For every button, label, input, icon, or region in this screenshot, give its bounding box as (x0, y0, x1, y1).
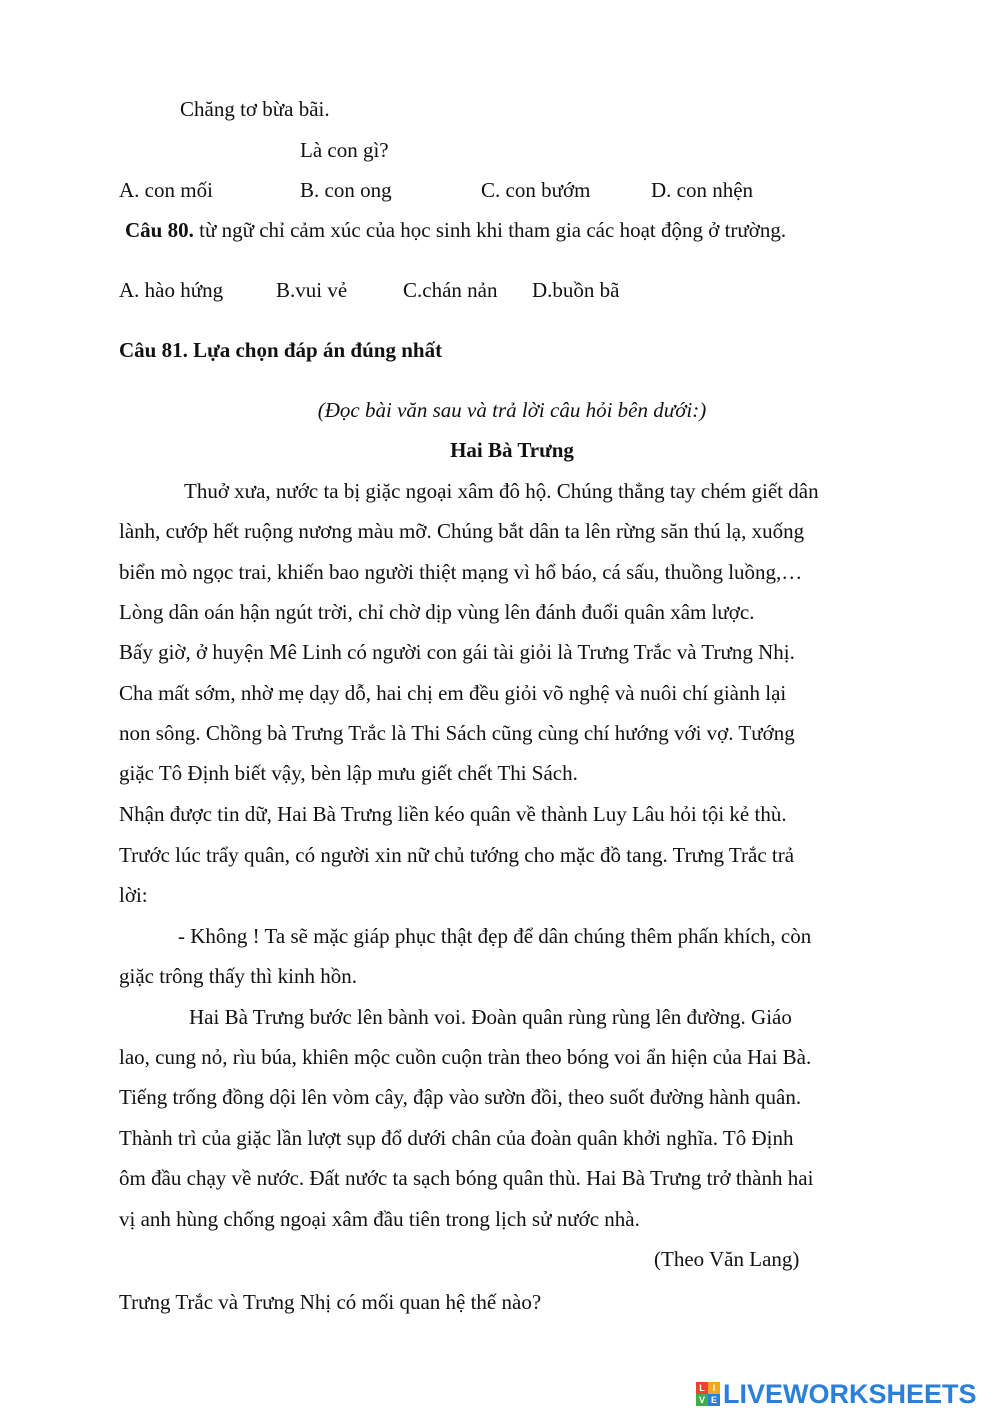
question-81-prompt: Trưng Trắc và Trưng Nhị có mối quan hệ thế nào? (119, 1290, 542, 1314)
passage-line: - Không ! Ta sẽ mặc giáp phục thật đẹp để dân chúng thêm phấn khích, còn (178, 924, 812, 948)
liveworksheets-logo-text: LIVEWORKSHEETS (723, 1378, 977, 1409)
passage-line: Tiếng trống đồng dội lên vòm cây, đập vào sườn đồi, theo suốt đường hành quân. (119, 1085, 802, 1109)
passage-line: ôm đầu chạy về nước. Đất nước ta sạch bóng quân thù. Hai Bà Trưng trở thành hai (119, 1166, 814, 1190)
liveworksheets-logo-icon (696, 1382, 720, 1406)
passage-line: vị anh hùng chống ngoại xâm đầu tiên trong lịch sử nước nhà. (119, 1207, 640, 1231)
riddle-line-2: Là con gì? (300, 138, 389, 162)
question-80-text: từ ngữ chỉ cảm xúc của học sinh khi tham gia các hoạt động ở trường. (193, 218, 787, 242)
riddle-option-a: A. con mối (119, 178, 213, 202)
riddle-line-1: Chăng tơ bừa bãi. (180, 97, 330, 121)
logo-letter: V (696, 1394, 708, 1406)
passage-line: Thuở xưa, nước ta bị giặc ngoại xâm đô hộ. Chúng thẳng tay chém giết dân (184, 479, 819, 503)
reading-instruction: (Đọc bài văn sau và trả lời câu hỏi bên dưới:) (317, 398, 707, 422)
passage-line: lời: (119, 883, 148, 907)
passage-line: lao, cung nỏ, rìu búa, khiên mộc cuồn cuộn tràn theo bóng voi ẩn hiện của Hai Bà. (119, 1045, 812, 1069)
logo-letter: E (708, 1394, 720, 1406)
q80-option-c: C.chán nản (403, 278, 498, 302)
riddle-option-b: B. con ong (300, 178, 392, 202)
passage-line: Trước lúc trẩy quân, có người xin nữ chủ tướng cho mặc đồ tang. Trưng Trắc trả (119, 843, 795, 867)
passage-line: biển mò ngọc trai, khiến bao người thiệt mạng vì hổ báo, cá sấu, thuồng luồng,… (119, 560, 803, 584)
passage-line: lành, cướp hết ruộng nương màu mỡ. Chúng bắt dân ta lên rừng săn thú lạ, xuống (119, 519, 805, 543)
riddle-option-d: D. con nhện (651, 178, 754, 202)
q80-option-b: B.vui vẻ (276, 278, 348, 302)
passage-title: Hai Bà Trưng (450, 438, 574, 462)
passage-line: giặc Tô Định biết vậy, bèn lập mưu giết chết Thi Sách. (119, 761, 578, 785)
passage-line: Lòng dân oán hận ngút trời, chỉ chờ dịp vùng lên đánh đuổi quân xâm lược. (119, 600, 755, 624)
passage-line: giặc trông thấy thì kinh hồn. (119, 964, 357, 988)
logo-letter: I (708, 1382, 720, 1394)
liveworksheets-logo (696, 1379, 977, 1409)
question-80-label: Câu 80. (125, 218, 194, 242)
passage-line: Hai Bà Trưng bước lên bành voi. Đoàn quân rùng rùng lên đường. Giáo (189, 1005, 792, 1029)
riddle-option-c: C. con bướm (481, 178, 591, 202)
q80-option-d: D.buồn bã (532, 278, 620, 302)
passage-line: non sông. Chồng bà Trưng Trắc là Thi Sách cũng cùng chí hướng với vợ. Tướng (119, 721, 795, 745)
logo-letter: L (696, 1382, 708, 1394)
q80-option-a: A. hào hứng (119, 278, 224, 302)
passage-line: Thành trì của giặc lần lượt sụp đổ dưới chân của đoàn quân khởi nghĩa. Tô Định (119, 1126, 794, 1150)
passage-line: Bấy giờ, ở huyện Mê Linh có người con gái tài giỏi là Trưng Trắc và Trưng Nhị. (119, 640, 795, 664)
passage-line: Cha mất sớm, nhờ mẹ dạy dỗ, hai chị em đều giỏi võ nghệ và nuôi chí giành lại (119, 681, 787, 705)
passage-source: (Theo Văn Lang) (654, 1247, 800, 1271)
question-81-heading: Câu 81. Lựa chọn đáp án đúng nhất (119, 338, 443, 362)
question-80 (125, 217, 786, 243)
passage-line: Nhận được tin dữ, Hai Bà Trưng liền kéo quân về thành Luy Lâu hỏi tội kẻ thù. (119, 802, 787, 826)
